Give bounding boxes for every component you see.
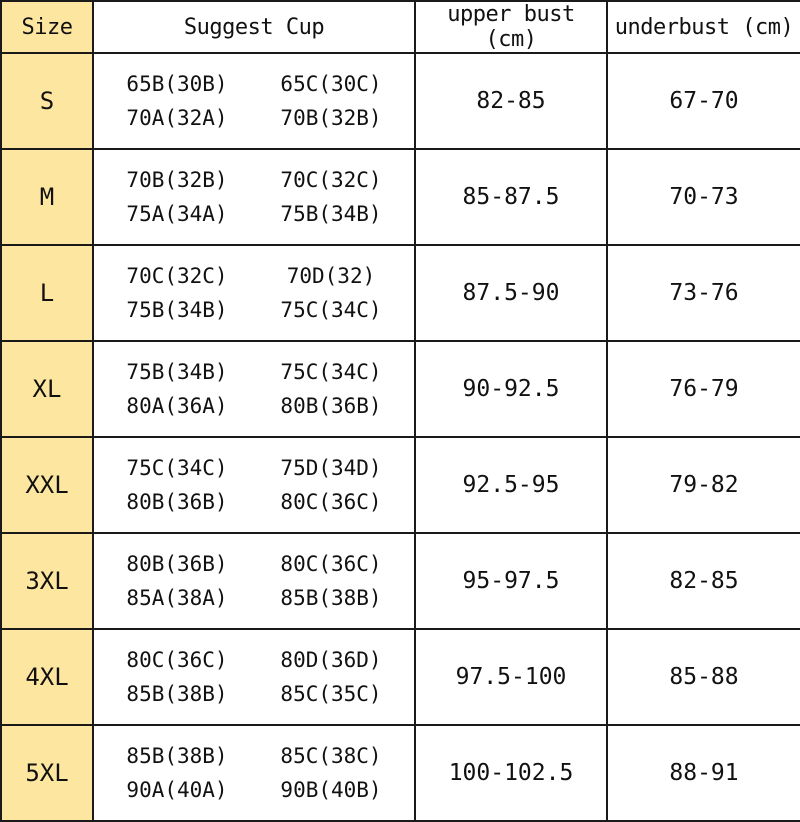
underbust-cell: 88-91 <box>607 725 800 821</box>
size-cell: 3XL <box>1 533 93 629</box>
cup-value: 65C(30C) <box>280 72 382 96</box>
cup-cell <box>93 149 415 245</box>
underbust-cell: 67-70 <box>607 53 800 149</box>
cup-value: 85B(38B) <box>126 682 228 706</box>
cup-value: 75C(34C) <box>280 360 382 384</box>
cup-value: 75A(34A) <box>126 202 228 226</box>
cup-value: 70B(32B) <box>280 106 382 130</box>
cup-value: 85C(38C) <box>280 744 382 768</box>
cup-value: 75C(34C) <box>126 456 228 480</box>
underbust-cell: 82-85 <box>607 533 800 629</box>
table-row <box>1 725 800 821</box>
cup-value: 75C(34C) <box>280 298 382 322</box>
cup-cell <box>93 533 415 629</box>
cup-value: 90A(40A) <box>126 778 228 802</box>
upper-bust-cell: 85-87.5 <box>415 149 607 245</box>
cup-cell <box>93 341 415 437</box>
cup-value: 80C(36C) <box>280 490 382 514</box>
cup-value: 80C(36C) <box>126 648 228 672</box>
size-cell: L <box>1 245 93 341</box>
upper-bust-cell: 87.5-90 <box>415 245 607 341</box>
cup-value: 85C(35C) <box>280 682 382 706</box>
cup-value: 65B(30B) <box>126 72 228 96</box>
upper-bust-cell: 100-102.5 <box>415 725 607 821</box>
cup-value: 90B(40B) <box>280 778 382 802</box>
size-cell: 4XL <box>1 629 93 725</box>
cup-cell <box>93 53 415 149</box>
cup-cell <box>93 437 415 533</box>
table-row <box>1 341 800 437</box>
upper-bust-cell: 82-85 <box>415 53 607 149</box>
header-size: Size <box>1 1 93 53</box>
header-underbust: underbust (cm) <box>607 1 800 53</box>
upper-bust-cell: 92.5-95 <box>415 437 607 533</box>
table-row <box>1 149 800 245</box>
size-cell: S <box>1 53 93 149</box>
size-cell: XL <box>1 341 93 437</box>
cup-value: 80A(36A) <box>126 394 228 418</box>
table-row <box>1 533 800 629</box>
header-suggest-cup: Suggest Cup <box>93 1 415 53</box>
upper-bust-cell: 97.5-100 <box>415 629 607 725</box>
table-row <box>1 53 800 149</box>
cup-value: 80D(36D) <box>280 648 382 672</box>
cup-value: 70C(32C) <box>126 264 228 288</box>
cup-value: 75B(34B) <box>280 202 382 226</box>
cup-value: 80B(36B) <box>280 394 382 418</box>
cup-value: 75D(34D) <box>280 456 382 480</box>
cup-value: 70A(32A) <box>126 106 228 130</box>
cup-value: 75B(34B) <box>126 360 228 384</box>
size-cell: M <box>1 149 93 245</box>
table-row <box>1 245 800 341</box>
table-row <box>1 629 800 725</box>
cup-value: 85B(38B) <box>280 586 382 610</box>
underbust-cell: 79-82 <box>607 437 800 533</box>
cup-value: 70C(32C) <box>280 168 382 192</box>
underbust-cell: 85-88 <box>607 629 800 725</box>
header-row <box>1 1 800 53</box>
cup-value: 85A(38A) <box>126 586 228 610</box>
header-upper-bust: upper bust (cm) <box>415 1 607 53</box>
cup-cell <box>93 629 415 725</box>
cup-value: 80C(36C) <box>280 552 382 576</box>
underbust-cell: 76-79 <box>607 341 800 437</box>
cup-value: 75B(34B) <box>126 298 228 322</box>
upper-bust-cell: 95-97.5 <box>415 533 607 629</box>
table-row <box>1 437 800 533</box>
underbust-cell: 70-73 <box>607 149 800 245</box>
upper-bust-cell: 90-92.5 <box>415 341 607 437</box>
cup-cell <box>93 245 415 341</box>
underbust-cell: 73-76 <box>607 245 800 341</box>
cup-value: 80B(36B) <box>126 552 228 576</box>
cup-cell <box>93 725 415 821</box>
size-cell: XXL <box>1 437 93 533</box>
cup-value: 70D(32) <box>286 264 376 288</box>
size-cell: 5XL <box>1 725 93 821</box>
cup-value: 85B(38B) <box>126 744 228 768</box>
cup-value: 70B(32B) <box>126 168 228 192</box>
cup-value: 80B(36B) <box>126 490 228 514</box>
